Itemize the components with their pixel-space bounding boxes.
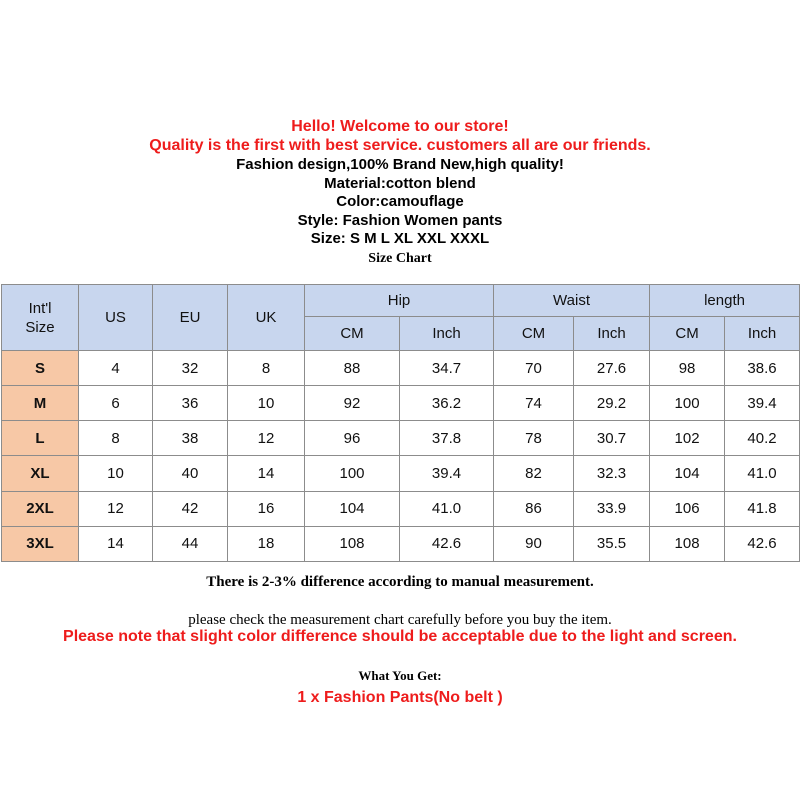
header-length: length bbox=[650, 285, 800, 317]
subheader-waist-inch: Inch bbox=[574, 317, 650, 351]
cell-us: 14 bbox=[79, 526, 153, 561]
cell-hip-inch: 39.4 bbox=[400, 456, 494, 491]
cell-hip-inch: 37.8 bbox=[400, 421, 494, 456]
cell-us: 10 bbox=[79, 456, 153, 491]
subheader-length-inch: Inch bbox=[725, 317, 800, 351]
cell-waist-inch: 32.3 bbox=[574, 456, 650, 491]
style-text: Style: Fashion Women pants bbox=[297, 212, 503, 229]
cell-waist-inch: 35.5 bbox=[574, 526, 650, 561]
table-row bbox=[2, 421, 800, 456]
cell-waist-cm: 70 bbox=[494, 351, 574, 386]
material-text: Material:cotton blend bbox=[324, 175, 476, 192]
cell-eu: 32 bbox=[153, 351, 228, 386]
cell-hip-cm: 104 bbox=[305, 491, 400, 526]
cell-us: 8 bbox=[79, 421, 153, 456]
cell-waist-inch: 27.6 bbox=[574, 351, 650, 386]
what-you-get-label: What You Get: bbox=[358, 668, 442, 683]
quality-text: Quality is the first with best service. customers all are our friends. bbox=[149, 137, 651, 154]
cell-hip-inch: 34.7 bbox=[400, 351, 494, 386]
sizes-text: Size: S M L XL XXL XXXL bbox=[310, 230, 490, 247]
header-us: US bbox=[79, 285, 153, 351]
package-contents: 1 x Fashion Pants(No belt ) bbox=[297, 689, 503, 706]
measurement-difference-note: There is 2-3% difference according to manual measurement. bbox=[206, 574, 594, 590]
cell-hip-cm: 100 bbox=[305, 456, 400, 491]
cell-hip-inch: 36.2 bbox=[400, 386, 494, 421]
header-waist: Waist bbox=[494, 285, 650, 317]
cell-uk: 8 bbox=[228, 351, 305, 386]
cell-waist-cm: 78 bbox=[494, 421, 574, 456]
subheader-waist-cm: CM bbox=[494, 317, 574, 351]
cell-waist-cm: 86 bbox=[494, 491, 574, 526]
cell-length-inch: 40.2 bbox=[725, 421, 800, 456]
subheader-hip-cm: CM bbox=[305, 317, 400, 351]
size-chart-title: Size Chart bbox=[368, 251, 432, 266]
cell-length-cm: 98 bbox=[650, 351, 725, 386]
cell-uk: 16 bbox=[228, 491, 305, 526]
design-text: Fashion design,100% Brand New,high quality! bbox=[236, 156, 564, 173]
cell-us: 4 bbox=[79, 351, 153, 386]
cell-length-inch: 41.0 bbox=[725, 456, 800, 491]
cell-waist-inch: 33.9 bbox=[574, 491, 650, 526]
subheader-hip-inch: Inch bbox=[400, 317, 494, 351]
cell-uk: 10 bbox=[228, 386, 305, 421]
cell-length-cm: 104 bbox=[650, 456, 725, 491]
check-chart-note: please check the measurement chart carefully before you buy the item. bbox=[188, 612, 612, 628]
header-uk: UK bbox=[228, 285, 305, 351]
cell-hip-cm: 96 bbox=[305, 421, 400, 456]
table-row bbox=[2, 386, 800, 421]
header-hip: Hip bbox=[305, 285, 494, 317]
header-eu: EU bbox=[153, 285, 228, 351]
cell-length-inch: 42.6 bbox=[725, 526, 800, 561]
cell-length-cm: 106 bbox=[650, 491, 725, 526]
cell-us: 12 bbox=[79, 491, 153, 526]
header-intl-size: Int'l Size bbox=[2, 285, 79, 351]
cell-intl-size: M bbox=[2, 386, 79, 421]
cell-hip-cm: 108 bbox=[305, 526, 400, 561]
cell-waist-cm: 74 bbox=[494, 386, 574, 421]
cell-hip-inch: 42.6 bbox=[400, 526, 494, 561]
cell-uk: 12 bbox=[228, 421, 305, 456]
cell-waist-cm: 82 bbox=[494, 456, 574, 491]
cell-eu: 38 bbox=[153, 421, 228, 456]
cell-uk: 14 bbox=[228, 456, 305, 491]
cell-intl-size: 3XL bbox=[2, 526, 79, 561]
cell-waist-cm: 90 bbox=[494, 526, 574, 561]
cell-uk: 18 bbox=[228, 526, 305, 561]
cell-intl-size: 2XL bbox=[2, 491, 79, 526]
cell-us: 6 bbox=[79, 386, 153, 421]
cell-intl-size: S bbox=[2, 351, 79, 386]
cell-eu: 44 bbox=[153, 526, 228, 561]
subheader-length-cm: CM bbox=[650, 317, 725, 351]
cell-hip-cm: 92 bbox=[305, 386, 400, 421]
cell-waist-inch: 30.7 bbox=[574, 421, 650, 456]
table-row bbox=[2, 456, 800, 491]
color-text: Color:camouflage bbox=[336, 193, 464, 210]
welcome-text: Hello! Welcome to our store! bbox=[291, 118, 509, 135]
cell-length-cm: 108 bbox=[650, 526, 725, 561]
cell-intl-size: L bbox=[2, 421, 79, 456]
cell-length-cm: 102 bbox=[650, 421, 725, 456]
cell-length-inch: 41.8 bbox=[725, 491, 800, 526]
color-difference-note: Please note that slight color difference should be acceptable due to the light and screen. bbox=[63, 628, 737, 645]
table-row bbox=[2, 491, 800, 526]
cell-intl-size: XL bbox=[2, 456, 79, 491]
cell-eu: 36 bbox=[153, 386, 228, 421]
cell-hip-cm: 88 bbox=[305, 351, 400, 386]
table-row bbox=[2, 351, 800, 386]
cell-length-inch: 38.6 bbox=[725, 351, 800, 386]
cell-eu: 42 bbox=[153, 491, 228, 526]
cell-waist-inch: 29.2 bbox=[574, 386, 650, 421]
cell-hip-inch: 41.0 bbox=[400, 491, 494, 526]
size-chart-table bbox=[1, 284, 800, 562]
cell-length-cm: 100 bbox=[650, 386, 725, 421]
cell-length-inch: 39.4 bbox=[725, 386, 800, 421]
table-row bbox=[2, 526, 800, 561]
cell-eu: 40 bbox=[153, 456, 228, 491]
